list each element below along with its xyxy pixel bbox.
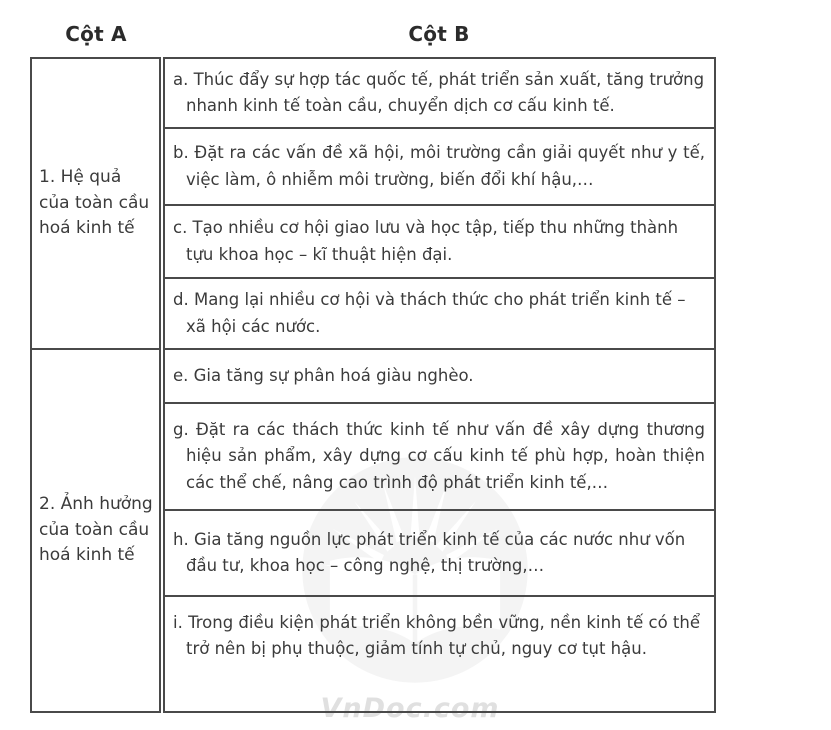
column-a-item-1-text: 1. Hệ quả của toàn cầu hoá kinh tế: [39, 166, 150, 239]
column-b-row-e[interactable]: [165, 350, 714, 404]
column-a-table: [30, 57, 161, 713]
column-b-item-d-text: d. Mang lại nhiều cơ hội và thách thức cho phát triển kinh tế – xã hội các nước.: [173, 290, 686, 336]
column-b-item-g-text: g. Đặt ra các thách thức kinh tế như vấn đề xây dựng thương hiệu sản phẩm, xây dựng cơ cấu kinh tế phù hợp, hoàn thiện các thể chế, nâng cao trình độ phát triển kinh tế,…: [173, 420, 705, 492]
column-b-item-i-text: i. Trong điều kiện phát triển không bền vững, nền kinh tế có thể trở nên bị phụ thuộc, giảm tính tự chủ, nguy cơ tụt hậu.: [173, 612, 700, 658]
column-a-cell-2[interactable]: [32, 350, 159, 711]
column-b-row-c[interactable]: [165, 206, 714, 279]
column-b-row-g[interactable]: [165, 404, 714, 511]
column-b-item-b-text: b. Đặt ra các vấn đề xã hội, môi trường cần giải quyết như y tế, việc làm, ô nhiễm môi trường, biến đổi khí hậu,…: [173, 143, 705, 189]
column-b-item-c-text: c. Tạo nhiều cơ hội giao lưu và học tập, tiếp thu những thành tựu khoa học – kĩ thuật hiện đại.: [173, 218, 679, 264]
column-b-row-b[interactable]: [165, 129, 714, 206]
column-b-item-h-text: h. Gia tăng nguồn lực phát triển kinh tế của các nước như vốn đầu tư, khoa học – công nghệ, thị trường,…: [173, 529, 686, 575]
matching-exercise-table: [30, 57, 716, 713]
column-b-row-a[interactable]: [165, 59, 714, 129]
column-b-row-h[interactable]: [165, 511, 714, 597]
column-b-row-d[interactable]: [165, 279, 714, 350]
column-b-item-a-text: a. Thúc đẩy sự hợp tác quốc tế, phát triển sản xuất, tăng trưởng nhanh kinh tế toàn cầu, chuyển dịch cơ cấu kinh tế.: [173, 69, 705, 115]
column-a-item-2-text: 2. Ảnh hưởng của toàn cầu hoá kinh tế: [39, 493, 153, 566]
column-a-cell-1[interactable]: [32, 59, 159, 350]
column-b-row-i[interactable]: [165, 597, 714, 675]
column-a-heading: Cột A: [65, 22, 127, 46]
table-headings: [0, 22, 831, 54]
column-b-item-e-text: e. Gia tăng sự phân hoá giàu nghèo.: [173, 365, 474, 385]
column-b-table: [163, 57, 716, 713]
column-b-heading: Cột B: [408, 22, 470, 46]
watermark-text: VnDoc.com: [320, 693, 500, 724]
